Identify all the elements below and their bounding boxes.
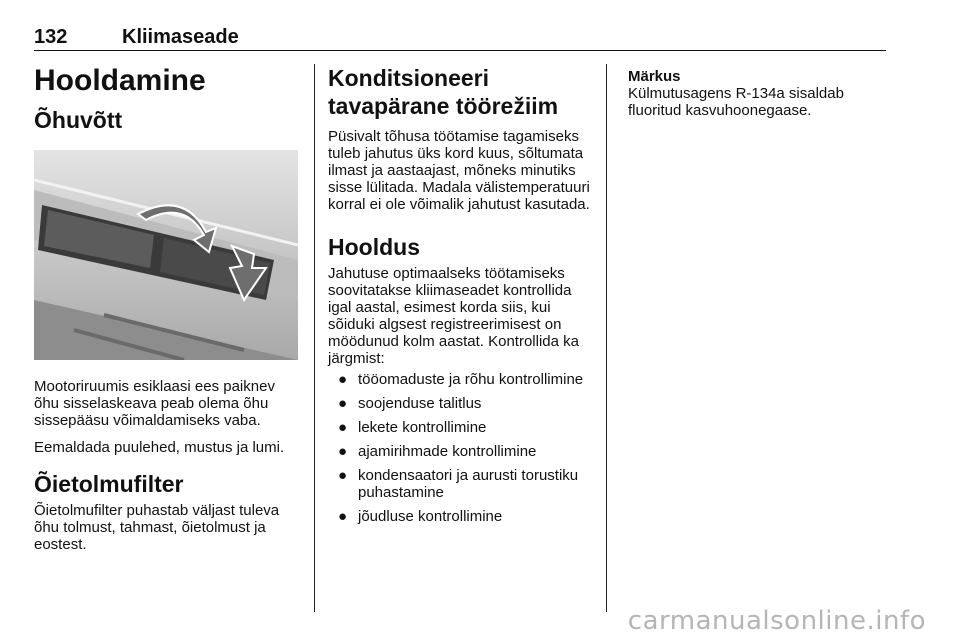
paragraph: Jahutuse optimaalseks töötamiseks soovitatakse kliimaseadet kontrollida igal aastal, esimest korda siis, kui sõiduki algsest registreerimisest on möödunud kolm aastat. Kontrollida ka järgmist:: [328, 265, 579, 367]
subsection-title: Õhuvõtt: [34, 107, 123, 133]
subsection-title: Hooldus: [328, 234, 420, 260]
page-header: [34, 26, 886, 51]
paragraph: Püsivalt tõhusa töötamise tagamiseks tuleb jahutus üks kord kuus, sõltumata ilmast ja aastaajast, mõneks minutiks sisse lülitada. Madala välistemperatuuri korral ei ole võimalik jahutust kasutada.: [328, 128, 590, 213]
list-item: [328, 467, 590, 501]
list-item-text: jõudluse kontrollimine: [358, 508, 503, 525]
column-right: [628, 68, 880, 119]
column-divider: [606, 64, 607, 612]
list-item: [328, 419, 590, 436]
list-item: [328, 395, 590, 412]
bullet-icon: ●: [338, 395, 348, 412]
watermark-text: carmanualsonline.info: [627, 606, 926, 636]
note-title: Märkus: [628, 68, 681, 85]
section-title: Hooldamine: [34, 64, 206, 97]
chapter-title: Kliimaseade: [122, 26, 239, 48]
column-middle: [328, 64, 590, 532]
note-text: Külmutusagens R-134a sisaldab fluoritud kasvuhoonegaase.: [628, 85, 844, 119]
bullet-icon: ●: [338, 371, 348, 388]
bullet-icon: ●: [338, 443, 348, 460]
list-item-text: kondensaatori ja aurusti torustiku puhastamine: [358, 467, 579, 501]
column-divider: [314, 64, 315, 612]
column-left: [34, 64, 300, 563]
paragraph: Mootoriruumis esiklaasi ees paiknev õhu sisselaskeava peab olema õhu sissepääsu võimaldamiseks vaba.: [34, 378, 275, 429]
list-item-text: ajamirihmade kontrollimine: [358, 443, 537, 460]
list-item-text: lekete kontrollimine: [358, 419, 487, 436]
air-intake-photo: [34, 150, 298, 360]
paragraph: Õietolmufilter puhastab väljast tuleva õhu tolmust, tahmast, õietolmust ja eostest.: [34, 502, 280, 553]
page-number: 132: [34, 26, 68, 48]
subsection-title: Õietolmufilter: [34, 471, 184, 497]
bullet-icon: ●: [338, 467, 348, 484]
list-item: [328, 371, 590, 388]
bullet-icon: ●: [338, 508, 348, 525]
list-item-text: tööomaduste ja rõhu kontrollimine: [358, 371, 584, 388]
list-item: [328, 508, 590, 525]
section-title: Konditsioneeri tavapärane töörežiim: [328, 65, 559, 119]
paragraph: Eemaldada puulehed, mustus ja lumi.: [34, 439, 285, 456]
check-list: [328, 371, 590, 525]
list-item: [328, 443, 590, 460]
air-intake-illustration: [34, 150, 298, 360]
list-item-text: soojenduse talitlus: [358, 395, 482, 412]
bullet-icon: ●: [338, 419, 348, 436]
